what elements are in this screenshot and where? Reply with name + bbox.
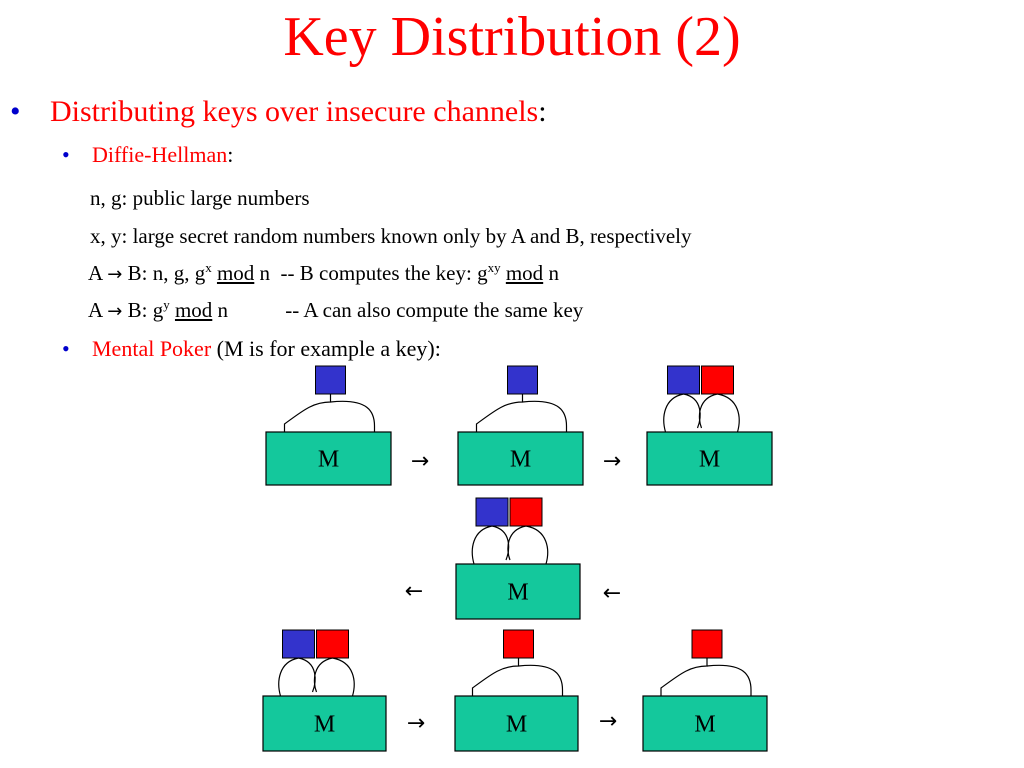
shackle-curve bbox=[492, 526, 509, 560]
arrow-right-icon: → bbox=[602, 449, 622, 474]
padlock-red-icon bbox=[692, 630, 722, 658]
padlock-blue-icon bbox=[508, 366, 538, 394]
diffie-suffix: : bbox=[227, 142, 234, 167]
party-a: A bbox=[88, 298, 103, 322]
bullet-dot: • bbox=[10, 95, 21, 128]
arrow-right-icon: → bbox=[598, 709, 618, 734]
shackle-curve bbox=[718, 394, 740, 432]
shackle-curve bbox=[299, 658, 316, 692]
diffie-line-secret-numbers: x, y: large secret random numbers known only by A and B, respectively bbox=[90, 224, 692, 248]
message-part: B: n, g, g bbox=[127, 261, 206, 285]
message-box-label: M bbox=[505, 711, 528, 738]
shackle-curve bbox=[279, 658, 299, 696]
diffie-label: Diffie-Hellman bbox=[92, 142, 228, 167]
message-box-label: M bbox=[694, 711, 716, 738]
modulus: n bbox=[217, 298, 229, 322]
padlock-red-icon bbox=[510, 498, 542, 526]
shackle-curve bbox=[699, 394, 717, 428]
mod-word: mod bbox=[174, 298, 213, 322]
modulus: n bbox=[548, 261, 559, 285]
shackle-curve bbox=[333, 658, 355, 696]
arrow-left-icon: ← bbox=[404, 579, 424, 604]
shackle-left-curve bbox=[285, 394, 331, 432]
shackle-right-curve bbox=[519, 665, 563, 696]
bullet-dot: • bbox=[62, 142, 70, 167]
arrow-right-icon: → bbox=[410, 449, 430, 474]
shackle-right-curve bbox=[331, 401, 375, 432]
shackle-curve bbox=[526, 526, 548, 564]
shackle-curve bbox=[508, 526, 526, 560]
bullet-dot: • bbox=[62, 336, 70, 361]
padlock-blue-icon bbox=[316, 366, 346, 394]
arrow-right-icon: → bbox=[107, 301, 123, 322]
padlock-blue-icon bbox=[668, 366, 700, 394]
arrow-right-icon: → bbox=[107, 264, 123, 285]
bullet-text: Distributing keys over insecure channels bbox=[50, 95, 539, 128]
party-a: A bbox=[88, 261, 103, 285]
padlock-blue-icon bbox=[476, 498, 508, 526]
padlock-red-icon bbox=[504, 630, 534, 658]
shackle-left-curve bbox=[477, 394, 523, 432]
shackle-curve bbox=[472, 526, 492, 564]
poker-rest: (M is for example a key): bbox=[216, 336, 441, 361]
padlock-red-icon bbox=[702, 366, 734, 394]
arrow-left-icon: ← bbox=[602, 581, 622, 606]
exponent: y bbox=[163, 297, 170, 312]
shackle-left-curve bbox=[661, 658, 707, 696]
shackle-left-curve bbox=[473, 658, 519, 696]
comment: -- A can also compute the same key bbox=[285, 298, 584, 322]
exponent: x bbox=[205, 260, 212, 275]
arrow-right-icon: → bbox=[406, 711, 426, 736]
message-box-label: M bbox=[507, 579, 529, 606]
slide-title: Key Distribution (2) bbox=[283, 6, 741, 68]
message-box-label: M bbox=[313, 711, 336, 738]
shackle-right-curve bbox=[523, 401, 567, 432]
shackle-curve bbox=[684, 394, 701, 428]
diffie-line-public-numbers: n, g: public large numbers bbox=[90, 186, 310, 210]
exponent: xy bbox=[487, 260, 501, 275]
padlock-blue-icon bbox=[283, 630, 315, 658]
message-box-label: M bbox=[698, 446, 721, 473]
mod-word: mod bbox=[216, 261, 255, 285]
message-box-label: M bbox=[317, 446, 340, 473]
bullet-suffix: : bbox=[538, 95, 547, 128]
padlock-red-icon bbox=[317, 630, 349, 658]
message-box-label: M bbox=[509, 446, 532, 473]
poker-label: Mental Poker bbox=[92, 336, 212, 361]
mod-word: mod bbox=[505, 261, 544, 285]
shackle-curve bbox=[664, 394, 684, 432]
modulus: n bbox=[259, 261, 271, 285]
shackle-right-curve bbox=[707, 665, 751, 696]
message-part: B: g bbox=[127, 298, 164, 322]
comment: -- B computes the key: g bbox=[280, 261, 488, 285]
shackle-curve bbox=[314, 658, 332, 692]
